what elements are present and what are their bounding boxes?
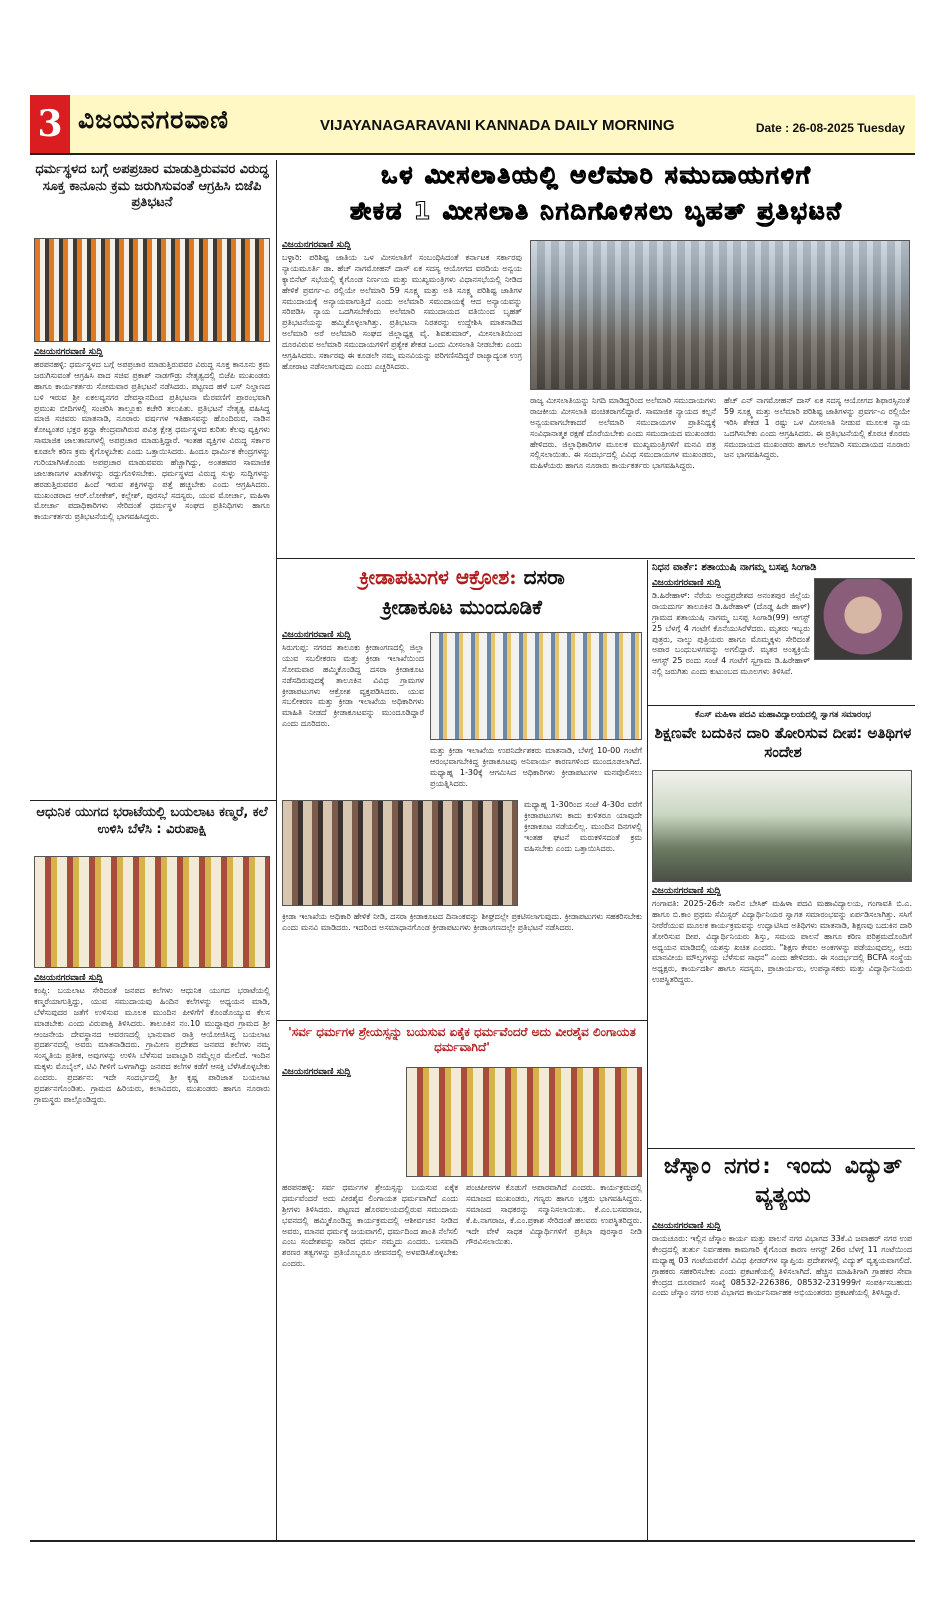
sports-body-b: ಮತ್ತು ಕ್ರೀಡಾ ಇಲಾಖೆಯ ಉಪನಿರ್ದೇಶಕರು ಮಾತನಾಡಿ, ಬೆಳಗ್ಗೆ 10-00 ಗಂಟೆಗೆ ಆರಂಭವಾಗಬೇಕಿದ್ದ ಕ್ರೀಡಾಕೂಟವು ಅನಿವಾರ್ಯ ಕಾರಣಗಳಿಂದ ಮುಂದೂಡಲಾಗಿದೆ. ಮಧ್ಯಾಹ್ನ 1-30ಕ್ಕೆ ಆಗಮಿಸಿದ ಅಧಿಕಾರಿಗಳು ಕ್ರೀಡಾಪಟುಗಳ ಮನವೊಲಿಸಲು ಪ್ರಯತ್ನಿಸಿದರು. — [430, 746, 642, 788]
article-headline: ಶಿಕ್ಷಣವೇ ಬದುಕಿನ ದಾರಿ ತೋರಿಸುವ ದೀಪ: ಅತಿಥಿಗಳ ಸಂದೇಶ — [654, 724, 912, 762]
sports-headline-black: ದಸರಾ — [523, 565, 565, 589]
newspaper-title-kannada: ವಿಜಯನಗರವಾಣಿ — [78, 105, 229, 134]
article-kicker: ಕೆಎಸ್ ಮಹಿಳಾ ಪದವಿ ಮಹಾವಿದ್ಯಾಲಯದಲ್ಲಿ ಸ್ವಾಗತ ಸಮಾರಂಭ — [694, 710, 872, 720]
article-body: ಗಂಗಾವತಿ: 2025-26ನೇ ಸಾಲಿನ ಬೇಸಿಕ್ ಮಹಿಳಾ ಪದವಿ ಮಹಾವಿದ್ಯಾಲಯ, ಗಂಗಾವತಿ ಬಿ.ಎ. ಹಾಗೂ ಬಿ.ಕಾಂ ಪ್ರಥಮ ಸೆಮಿಸ್ಟರ್ ವಿದ್ಯಾರ್ಥಿನಿಯರ ಸ್ವಾಗತ ಸಮಾರಂಭವನ್ನು ಏರ್ಪಡಿಸಲಾಗಿತ್ತು. ಸಸಿಗೆ ನೀರೆರೆಯುವ ಮೂಲಕ ಕಾರ್ಯಕ್ರಮವನ್ನು ಉದ್ಘಾಟಿಸಿದ ಅತಿಥಿಗಳು ಮಾತನಾಡಿ, ಶಿಕ್ಷಣವು ಬದುಕಿನ ದಾರಿ ತೋರಿಸುವ ದೀಪ. ವಿದ್ಯಾರ್ಥಿನಿಯರು ಶಿಸ್ತು, ಸಮಯ ಪಾಲನೆ ಹಾಗೂ ಕಠಿಣ ಪರಿಶ್ರಮದೊಂದಿಗೆ ಅಧ್ಯಯನ ಮಾಡಿದಲ್ಲಿ ಯಶಸ್ಸು ಖಚಿತ ಎಂದರು. "ಶಿಕ್ಷಣ ಕೇವಲ ಅಂಕಗಳನ್ನು ಪಡೆಯುವುದಲ್ಲ, ಅದು ಮಾನವೀಯ ಮೌಲ್ಯಗಳನ್ನು ಬೆಳೆಸುವ ಸಾಧನ" ಎಂದು ಹೇಳಿದರು. ಈ ಸಂದರ್ಭದಲ್ಲಿ BCFA ಸಂಸ್ಥೆಯ ಅಧ್ಯಕ್ಷರು, ಕಾರ್ಯದರ್ಶಿ ಹಾಗೂ ಸದಸ್ಯರು, ಪ್ರಾಚಾರ್ಯರು, ಉಪನ್ಯಾಸಕರು ಮತ್ತು ವಿದ್ಯಾರ್ಥಿನಿಯರು ಉಪಸ್ಥಿತರಿದ್ದರು. — [652, 899, 912, 985]
article-headline: ಜೆಸ್ಕಾಂ ನಗರ: ಇಂದು ವಿದ್ಯುತ್ ವ್ಯತ್ಯಯ — [663, 1154, 903, 1208]
bayalata-photo — [34, 856, 270, 968]
sports-body-c: ಕ್ರೀಡಾ ಇಲಾಖೆಯ ಅಧಿಕಾರಿ ಹೇಳಿಕೆ ನೀಡಿ, ದಸರಾ ಕ್ರೀಡಾಕೂಟದ ದಿನಾಂಕವನ್ನು ಶೀಘ್ರದಲ್ಲೇ ಪ್ರಕಟಿಸಲಾಗುವುದು. ಕ್ರೀಡಾಪಟುಗಳು ಸಹಕರಿಸಬೇಕು ಎಂದು ಮನವಿ ಮಾಡಿದರು. ಇದರಿಂದ ಅಸಮಾಧಾನಗೊಂಡ ಕ್ರೀಡಾಪಟುಗಳು ಕ್ರೀಡಾಂಗಣದಲ್ಲೇ ಪ್ರತಿಭಟನೆ ನಡೆಸಿದರು. — [282, 912, 642, 932]
article-body: ರಾಯಚೂರು: ಇಲ್ಲಿನ ಜೆಸ್ಕಾಂ ಕಾರ್ಯ ಮತ್ತು ಪಾಲನೆ ನಗರ ವಿಭಾಗದ 33ಕೆ.ವಿ ಜವಾಹರ್ ನಗರ ಉಪ ಕೇಂದ್ರದಲ್ಲಿ ತುರ್ತು ನಿರ್ವಹಣಾ ಕಾಮಗಾರಿ ಕೈಗೊಂಡ ಕಾರಣ ಆಗಸ್ಟ್ 26ರ ಬೆಳಗ್ಗೆ 11 ಗಂಟೆಯಿಂದ ಮಧ್ಯಾಹ್ನ 03 ಗಂಟೆಯವರೆಗೆ ವಿವಿಧ ಫೀಡರ್‌ಗಳ ವ್ಯಾಪ್ತಿಯ ಪ್ರದೇಶಗಳಲ್ಲಿ ವಿದ್ಯುತ್ ವ್ಯತ್ಯಯವಾಗಲಿದೆ. ಗ್ರಾಹಕರು ಸಹಕರಿಸಬೇಕು ಎಂದು ಪ್ರಕಟಣೆಯಲ್ಲಿ ತಿಳಿಸಲಾಗಿದೆ. ಹೆಚ್ಚಿನ ಮಾಹಿತಿಗಾಗಿ ಗ್ರಾಹಕರ ಸೇವಾ ಕೇಂದ್ರದ ದೂರವಾಣಿ ಸಂಖ್ಯೆ 08532-226386, 08532-231999ಗೆ ಸಂಪರ್ಕಿಸಬಹುದು ಎಂದು ಜೆಸ್ಕಾಂ ನಗರ ಉಪ ವಿಭಾಗದ ಕಾರ್ಯನಿರ್ವಾಹಕ ಅಭಿಯಂತರರು ಪ್ರಕಟಣೆಯಲ್ಲಿ ತಿಳಿಸಿದ್ದಾರೆ. — [652, 1234, 912, 1298]
section-divider — [30, 800, 276, 801]
section-divider — [648, 1148, 915, 1149]
sports-photo-top — [430, 632, 642, 740]
column-divider — [276, 160, 277, 1540]
article-dasara-sports — [278, 562, 646, 1018]
religion-body-a: ಹರಪನಹಳ್ಳಿ: ಸರ್ವ ಧರ್ಮಗಳ ಶ್ರೇಯಸ್ಸನ್ನು ಬಯಸುವ ಏಕೈಕ ಧರ್ಮವೆಂದರೆ ಅದು ವೀರಶೈವ ಲಿಂಗಾಯತ ಧರ್ಮವಾಗಿದೆ ಎಂದು ಶ್ರೀಗಳು ತಿಳಿಸಿದರು. ಪಟ್ಟಣದ ಹೊರವಲಯದಲ್ಲಿರುವ ಸಮುದಾಯ ಭವನದಲ್ಲಿ ಹಮ್ಮಿಕೊಂಡಿದ್ದ ಕಾರ್ಯಕ್ರಮದಲ್ಲಿ ಆಶೀರ್ವಚನ ನೀಡಿದ ಅವರು, ಮಾನವ ಧರ್ಮಕ್ಕೆ ಜಯವಾಗಲಿ, ಧರ್ಮದಿಂದ ಶಾಂತಿ ನೆಲೆಸಲಿ ಎಂಬ ಸಂದೇಶವನ್ನು ಸಾರಿದ ಧರ್ಮ ನಮ್ಮದು ಎಂದರು. ಬಸವಾದಿ ಶರಣರ ತತ್ವಗಳನ್ನು ಪ್ರತಿಯೊಬ್ಬರೂ ಜೀವನದಲ್ಲಿ ಅಳವಡಿಸಿಕೊಳ್ಳಬೇಕು ಎಂದರು. — [282, 1183, 458, 1269]
section-divider — [648, 705, 915, 706]
lead-protest-photo — [530, 240, 910, 390]
article-byline: ವಿಜಯನಗರವಾಣಿ ಸುದ್ದಿ — [282, 1067, 351, 1077]
article-body: ಕಂಪ್ಲಿ: ಬಯಲಾಟ ಸೇರಿದಂತೆ ಜನಪದ ಕಲೆಗಳು ಆಧುನಿಕ ಯುಗದ ಭರಾಟೆಯಲ್ಲಿ ಕಣ್ಮರೆಯಾಗುತ್ತಿದ್ದು, ಯುವ ಸಮುದಾಯವು ಹಿಂದಿನ ಕಲೆಗಳನ್ನು ಅಧ್ಯಯನ ಮಾಡಿ, ಬೆಳೆಸುವುದರ ಜತೆಗೆ ಉಳಿಸುವ ಮೂಲಕ ಮುಂದಿನ ಪೀಳಿಗೆಗೆ ಕೊಂಡೊಯ್ಯುವ ಕೆಲಸ ಮಾಡಬೇಕು ಎಂದು ವಿರುಪಾಕ್ಷಿ ತಿಳಿಸಿದರು. ತಾಲೂಕಿನ ನಂ.10 ಮುದ್ದಾಪುರ ಗ್ರಾಮದ ಶ್ರೀ ಆಂಜನೇಯ ದೇವಸ್ಥಾನದ ಆವರಣದಲ್ಲಿ ಭಾನುವಾರ ರಾತ್ರಿ ಆಯೋಜಿಸಿದ್ದ ಬಯಲಾಟ ಪ್ರದರ್ಶನದಲ್ಲಿ ಅವರು ಮಾತನಾಡಿದರು. ಗ್ರಾಮೀಣ ಪ್ರದೇಶದ ಜನಪದ ಕಲೆಗಳು ನಮ್ಮ ಸಂಸ್ಕೃತಿಯ ಪ್ರತೀಕ, ಅವುಗಳನ್ನು ಉಳಿಸಿ ಬೆಳೆಸುವ ಜವಾಬ್ದಾರಿ ನಮ್ಮೆಲ್ಲರ ಮೇಲಿದೆ. ಇಂದಿನ ಮಕ್ಕಳು ಮೊಬೈಲ್, ಟಿವಿ ಗೀಳಿಗೆ ಒಳಗಾಗಿದ್ದು ಜನಪದ ಕಲೆಗಳ ಕಡೆಗೆ ಆಸಕ್ತಿ ಬೆಳೆಸಿಕೊಳ್ಳಬೇಕು ಎಂದರು. ಪ್ರದರ್ಶನ: ಇದೇ ಸಂದರ್ಭದಲ್ಲಿ ಶ್ರೀ ಕೃಷ್ಣ ಪಾರಿಜಾತ ಬಯಲಾಟ ಪ್ರದರ್ಶನಗೊಂಡಿತು. ಗ್ರಾಮದ ಹಿರಿಯರು, ಕಲಾವಿದರು, ಮುಖಂಡರು ಹಾಗೂ ನೂರಾರು ಗ್ರಾಮಸ್ಥರು ಪಾಲ್ಗೊಂಡಿದ್ದರು. — [34, 986, 270, 1104]
sports-photo-bottom — [282, 800, 518, 906]
obituary-portrait — [814, 578, 912, 660]
page-number: 3 — [30, 95, 70, 153]
article-headline: ನಿಧನ ವಾರ್ತೆ: ಶತಾಯುಷಿ ನಾಗಮ್ಮ ಬಸಪ್ಪ ಸಿಂಗಾಡಿ — [652, 562, 817, 573]
sports-headline-line2: ಕ್ರೀಡಾಕೂಟ ಮುಂದೂಡಿಕೆ — [382, 595, 542, 619]
page-bottom-rule — [30, 1540, 915, 1542]
protest-photo — [34, 238, 270, 342]
lead-body-col2: ರಾಜ್ಯ ಮೀಸಲಾತಿಯನ್ನು ನಿಗದಿ ಮಾಡಿದ್ದರಿಂದ ಅಲೆಮಾರಿ ಸಮುದಾಯಗಳು ರಾಜಕೀಯ ಮೀಸಲಾತಿ ವಂಚಿತರಾಗಲಿದ್ದಾರೆ. ಸಾಮಾಜಿಕ ನ್ಯಾಯದ ಕಲ್ಪನೆ ಅನ್ವಯವಾಗಬೇಕಾದರೆ ಅಲೆಮಾರಿ ಸಮುದಾಯಗಳ ಪ್ರಾತಿನಿಧ್ಯಕ್ಕೆ ಸಂವಿಧಾನಾತ್ಮಕ ರಕ್ಷಣೆ ದೊರೆಯಬೇಕು ಎಂದು ಸಮುದಾಯದ ಮುಖಂಡರು ಹೇಳಿದರು. ಜಿಲ್ಲಾಧಿಕಾರಿಗಳ ಮೂಲಕ ಮುಖ್ಯಮಂತ್ರಿಗಳಿಗೆ ಮನವಿ ಪತ್ರ ಸಲ್ಲಿಸಲಾಯಿತು. ಈ ಸಂದರ್ಭದಲ್ಲಿ ವಿವಿಧ ಸಮುದಾಯಗಳ ಮುಖಂಡರು, ಮಹಿಳೆಯರು ಹಾಗೂ ನೂರಾರು ಕಾರ್ಯಕರ್ತರು ಭಾಗವಹಿಸಿದ್ದರು. — [530, 396, 716, 471]
article-headline: ಧರ್ಮಸ್ಥಳದ ಬಗ್ಗೆ ಅಪಪ್ರಚಾರ ಮಾಡುತ್ತಿರುವವರ ವಿರುದ್ಧ ಸೂಕ್ತ ಕಾನೂನು ಕ್ರಮ ಜರುಗಿಸುವಂತೆ ಆಗ್ರಹಿಸಿ ಬಿಜೆಪಿ ಪ್ರತಿಭಟನೆ — [35, 162, 269, 211]
article-headline: 'ಸರ್ವ ಧರ್ಮಗಳ ಶ್ರೇಯಸ್ಸನ್ನು ಬಯಸುವ ಏಕೈಕ ಧರ್ಮವೆಂದರೆ ಅದು ವೀರಶೈವ ಲಿಂಗಾಯತ ಧರ್ಮವಾಗಿದೆ' — [288, 1025, 636, 1055]
issue-date: Date : 26-08-2025 Tuesday — [755, 121, 905, 135]
masthead — [30, 95, 915, 155]
lead-body-col1: ಬಳ್ಳಾರಿ: ಪರಿಶಿಷ್ಟ ಜಾತಿಯ ಒಳ ಮೀಸಲಾತಿಗೆ ಸಂಬಂಧಿಸಿದಂತೆ ಕರ್ನಾಟಕ ಸರ್ಕಾರವು ನ್ಯಾಯಮೂರ್ತಿ ಡಾ. ಹೆಚ್ ನಾಗಮೋಹನ್ ದಾಸ್ ಏಕ ಸದಸ್ಯ ಆಯೋಗದ ವರದಿಯ ಅನ್ವಯ ಕ್ಯಾಬಿನೆಟ್ ಸಭೆಯಲ್ಲಿ ಕೈಗೊಂಡ ನಿರ್ಣಯ ಮತ್ತು ಮುಖ್ಯಮಂತ್ರಿಗಳು ವಿಧಾನಸಭೆಯಲ್ಲಿ ನೀಡಿದ ಹೇಳಿಕೆ ಪ್ರವರ್ಗ-ಎ ರಲ್ಲಿಯೇ ಅಲೆಮಾರಿ 59 ಸೂಕ್ಷ್ಮ ಮತ್ತು ಅತಿ ಸೂಕ್ಷ್ಮ ಪರಿಶಿಷ್ಟ ಜಾತಿಗಳ ಸಮುದಾಯಕ್ಕೆ ಅನ್ಯಾಯವಾಗುತ್ತಿದೆ ಎಂದು ಅಲೆಮಾರಿ ಸಮುದಾಯಕ್ಕೆ ಆದ ಅನ್ಯಾಯವನ್ನು ಸರಿಪಡಿಸಿ ನ್ಯಾಯ ಒದಗಿಸಬೇಕೆಂದು ಅಲೆಮಾರಿ ಸಮುದಾಯದ ವತಿಯಿಂದ ಬೃಹತ್ ಪ್ರತಿಭಟನೆಯನ್ನು ಹಮ್ಮಿಕೊಳ್ಳಲಾಗಿತ್ತು. ಪ್ರತಿಭಟನಾ ನಿರತರನ್ನು ಉದ್ದೇಶಿಸಿ ಮಾತನಾಡಿದ ಅಲೆಮಾರಿ ಅರೆ ಅಲೆಮಾರಿ ಸಂಘದ ಜಿಲ್ಲಾಧ್ಯಕ್ಷ ವೈ. ಶಿವಕುಮಾರ್, ಮೀಸಲಾತಿಯಿಂದ ದೂರವಿರುವ ಅಲೆಮಾರಿ ಸಮುದಾಯಗಳಿಗೆ ಪ್ರತ್ಯೇಕ ಶೇಕಡ ಒಂದು ಮೀಸಲಾತಿ ನೀಡಬೇಕು ಎಂದು ಆಗ್ರಹಿಸಿದರು. ಸರ್ಕಾರವು ಈ ಕೂಡಲೇ ನಮ್ಮ ಮನವಿಯನ್ನು ಪರಿಗಣಿಸದಿದ್ದರೆ ರಾಜ್ಯಾದ್ಯಂತ ಉಗ್ರ ಹೋರಾಟ ನಡೆಸಲಾಗುವುದು ಎಂದು ಎಚ್ಚರಿಸಿದರು. — [282, 253, 522, 371]
lead-headline-line2: ಶೇಕಡ 1 ಮೀಸಲಾತಿ ನಿಗದಿಗೊಳಿಸಲು ಬೃಹತ್ ಪ್ರತಿಭಟನೆ — [350, 197, 843, 225]
column-divider — [647, 560, 648, 1540]
article-byline: ವಿಜಯನಗರವಾಣಿ ಸುದ್ದಿ — [34, 973, 103, 983]
religion-felicitation-photo — [406, 1067, 642, 1177]
article-byline: ವಿಜಯನಗರವಾಣಿ ಸುದ್ದಿ — [652, 578, 721, 588]
article-college-welcome — [650, 708, 915, 1146]
article-power-outage — [650, 1151, 915, 1538]
lead-body-col3: ಹೆಚ್ ಎನ್ ನಾಗಮೋಹನ್ ದಾಸ್ ಏಕ ಸದಸ್ಯ ಆಯೋಗದ ಶಿಫಾರಸ್ಸಿನಂತೆ 59 ಸೂಕ್ಷ್ಮ ಮತ್ತು ಅಲೆಮಾರಿ ಪರಿಶಿಷ್ಟ ಜಾತಿಗಳನ್ನು ಪ್ರವರ್ಗ-ಎ ರಲ್ಲಿಯೇ ಇರಿಸಿ ಶೇಕಡ 1 ರಷ್ಟು ಒಳ ಮೀಸಲಾತಿ ನೀಡುವ ಮೂಲಕ ನ್ಯಾಯ ಒದಗಿಸಬೇಕು ಎಂದು ಆಗ್ರಹಿಸಿದರು. ಈ ಪ್ರತಿಭಟನೆಯಲ್ಲಿ ಕೊರಚ ಕೊರಮ ಸಮುದಾಯದ ಮುಖಂಡರು ಹಾಗೂ ಅಲೆಮಾರಿ ಸಮುದಾಯದ ನೂರಾರು ಜನ ಭಾಗವಹಿಸಿದ್ದರು. — [724, 396, 910, 460]
article-byline: ವಿಜಯನಗರವಾಣಿ ಸುದ್ದಿ — [652, 1221, 721, 1231]
sports-headline-line1 — [278, 564, 646, 590]
article-bayalata — [30, 803, 274, 1538]
article-body: ಡಿ.ಹಿರೇಹಾಳ್: ನೆರೆಯ ಅಂಧ್ರಪ್ರದೇಶದ ಅನಂತಪುರ ಜಿಲ್ಲೆಯ ರಾಯದುರ್ಗ ತಾಲೂಕಿನ ಡಿ.ಹಿರೇಹಾಳ್ (ದೊಡ್ಡ ಹಿರೇ ಹಾಳ್) ಗ್ರಾಮದ ಶತಾಯುಷಿ ನಾಗಮ್ಮ ಬಸಪ್ಪ ಸಿಂಗಾಡಿ(99) ಆಗಸ್ಟ್ 25 ಬೆಳಗ್ಗೆ 4 ಗಂಟೆಗೆ ಕೊನೆಯುಸಿರೆಳೆದರು. ಮೃತರು ಇಬ್ಬರು ಪುತ್ರರು, ನಾಲ್ಕು ಪುತ್ರಿಯರು ಹಾಗೂ ಮೊಮ್ಮಕ್ಕಳು ಸೇರಿದಂತೆ ಅಪಾರ ಬಂಧುಬಳಗವನ್ನು ಅಗಲಿದ್ದಾರೆ. ಮೃತರ ಅಂತ್ಯಕ್ರಿಯೆ ಆಗಸ್ಟ್ 25 ರಂದು ಸಂಜೆ 4 ಗಂಟೆಗೆ ಸ್ವಗ್ರಾಮ ಡಿ.ಹಿರೇಹಾಳ್ ನಲ್ಲಿ ಜರುಗಿತು ಎಂದು ಕುಟುಂಬದ ಮೂಲಗಳು ತಿಳಿಸಿವೆ. — [652, 591, 810, 677]
newspaper-title-english: VIJAYANAGARAVANI KANNADA DAILY MORNING — [320, 117, 675, 134]
article-body: ಹರಪನಹಳ್ಳಿ: ಧರ್ಮಸ್ಥಳದ ಬಗ್ಗೆ ಅಪಪ್ರಚಾರ ಮಾಡುತ್ತಿರುವವರ ವಿರುದ್ಧ ಸೂಕ್ತ ಕಾನೂನು ಕ್ರಮ ಜರುಗಿಸುವಂತೆ ಆಗ್ರಹಿಸಿ ಪಾದ ಸಚಿವ ಪ್ರಕಾಶ್ ನಾಡಗೌಡ್ರು ನೇತೃತ್ವದಲ್ಲಿ ಬಿಜೆಪಿ ಮುಖಂಡರು ಹಾಗೂ ಕಾರ್ಯಕರ್ತರು ಸೋಮವಾರ ಪ್ರತಿಭಟನೆ ನಡೆಸಿದರು. ಪಟ್ಟಣದ ಹಳೆ ಬಸ್ ನಿಲ್ದಾಣದ ಬಳಿ ಇರುವ ಶ್ರೀ ಏಕಲವ್ಯನಗರ ದೇವಸ್ಥಾನದಿಂದ ಪ್ರತಿಭಟನಾ ಮೆರವಣಿಗೆ ಪ್ರಾರಂಭವಾಗಿ ಪ್ರಮುಖ ಬೀದಿಗಳಲ್ಲಿ ಸಂಚರಿಸಿ ತಾಲ್ಲೂಕು ಕಚೇರಿ ತಲುಪಿತು. ಪ್ರತಿಭಟನೆ ನೇತೃತ್ವ ವಹಿಸಿದ್ದ ಮಾಜಿ ಸಚಿವರು ಮಾತನಾಡಿ, ನೂರಾರು ವರ್ಷಗಳ ಇತಿಹಾಸವನ್ನು ಹೊಂದಿರುವ, ನಾಡಿನ ಕೋಟ್ಯಂತರ ಭಕ್ತರ ಶ್ರದ್ಧಾ ಕೇಂದ್ರವಾಗಿರುವ ಪವಿತ್ರ ಕ್ಷೇತ್ರ ಧರ್ಮಸ್ಥಳದ ಕುರಿತು ಕೆಲವು ವ್ಯಕ್ತಿಗಳು ಸಾಮಾಜಿಕ ಜಾಲತಾಣಗಳಲ್ಲಿ ಅಪಪ್ರಚಾರ ಮಾಡುತ್ತಿದ್ದಾರೆ. ಇಂತಹ ವ್ಯಕ್ತಿಗಳ ವಿರುದ್ಧ ಸರ್ಕಾರ ಕೂಡಲೇ ಕಠಿಣ ಕ್ರಮ ಕೈಗೊಳ್ಳಬೇಕು ಎಂದು ಒತ್ತಾಯಿಸಿದರು. ಹಿಂದೂ ಧಾರ್ಮಿಕ ಕೇಂದ್ರಗಳನ್ನು ಗುರಿಯಾಗಿಸಿಕೊಂಡು ಅಪಪ್ರಚಾರ ಮಾಡುವವರು ಹೆಚ್ಚಾಗಿದ್ದು, ಅಂತಹವರ ಸಾಮಾಜಿಕ ಜಾಲತಾಣಗಳ ಖಾತೆಗಳನ್ನು ರದ್ದುಗೊಳಿಸಬೇಕು. ಧರ್ಮಸ್ಥಳದ ವಿರುದ್ಧ ಸುಳ್ಳು ಸುದ್ದಿಗಳನ್ನು ಹರಡುತ್ತಿರುವವರ ಹಿಂದೆ ಇರುವ ಶಕ್ತಿಗಳನ್ನು ಪತ್ತೆ ಹಚ್ಚಬೇಕು ಎಂದು ಆಗ್ರಹಿಸಿದರು. ಮುಖಂಡರಾದ ಆರ್.ಲೋಕೇಶ್, ಕಲ್ಲೇಶ್, ಪುರಸಭೆ ಸದಸ್ಯರು, ಯುವ ಮೋರ್ಚಾ, ಮಹಿಳಾ ಮೋರ್ಚಾ ಪದಾಧಿಕಾರಿಗಳು ಸೇರಿದಂತೆ ಧರ್ಮಸ್ಥಳ ಸಂಘದ ಪ್ರತಿನಿಧಿಗಳು ಹಾಗೂ ಕಾರ್ಯಕರ್ತರು ಪ್ರತಿಭಟನೆಯಲ್ಲಿ ಭಾಗವಹಿಸಿದ್ದರು. — [34, 360, 270, 522]
lead-headline-line1: ಒಳ ಮೀಸಲಾತಿಯಲ್ಲಿ ಅಲೆಮಾರಿ ಸಮುದಾಯಗಳಿಗೆ — [381, 161, 812, 189]
article-bjp-protest — [30, 160, 274, 800]
article-byline: ವಿಜಯನಗರವಾಣಿ ಸುದ್ದಿ — [282, 630, 351, 640]
religion-body-b: ಪಂಚಪೀಠಗಳ ಕೊಡುಗೆ ಅಪಾರವಾಗಿದೆ ಎಂದರು. ಕಾರ್ಯಕ್ರಮದಲ್ಲಿ ಸಮಾಜದ ಮುಖಂಡರು, ಗಣ್ಯರು ಹಾಗೂ ಭಕ್ತರು ಭಾಗವಹಿಸಿದ್ದರು. ಸಮಾಜದ ಸಾಧಕರನ್ನು ಸನ್ಮಾನಿಸಲಾಯಿತು. ಕೆ.ಎಂ.ಬಸವರಾಜ, ಕೆ.ಪಿ.ನಾಗರಾಜ, ಕೆ.ಎಂ.ಪ್ರಕಾಶ ಸೇರಿದಂತೆ ಹಲವರು ಉಪಸ್ಥಿತರಿದ್ದರು. ಇದೇ ವೇಳೆ ಸಾಧಕ ವಿದ್ಯಾರ್ಥಿಗಳಿಗೆ ಪ್ರತಿಭಾ ಪುರಸ್ಕಾರ ನೀಡಿ ಗೌರವಿಸಲಾಯಿತು. — [466, 1183, 642, 1247]
sports-body-a: ಸಿರುಗುಪ್ಪ: ನಗರದ ತಾಲೂಕು ಕ್ರೀಡಾಂಗಣದಲ್ಲಿ ಜಿಲ್ಲಾ ಯುವ ಸಬಲೀಕರಣ ಮತ್ತು ಕ್ರೀಡಾ ಇಲಾಖೆಯಿಂದ ಸೋಮವಾರ ಹಮ್ಮಿಕೊಂಡಿದ್ದ ದಸರಾ ಕ್ರೀಡಾಕೂಟ ನಡೆಸದಿರುವುದಕ್ಕೆ ತಾಲೂಕಿನ ವಿವಿಧ ಗ್ರಾಮಗಳ ಕ್ರೀಡಾಪಟುಗಳು ಆಕ್ರೋಶ ವ್ಯಕ್ತಪಡಿಸಿದರು. ಯುವ ಸಬಲೀಕರಣ ಮತ್ತು ಕ್ರೀಡಾ ಇಲಾಖೆಯ ಅಧಿಕಾರಿಗಳು ಮಾಹಿತಿ ನೀಡದೆ ಕ್ರೀಡಾಕೂಟವನ್ನು ಮುಂದೂಡಿದ್ದಾರೆ ಎಂದು ದೂರಿದರು. — [282, 643, 424, 729]
article-veerashaiva — [278, 1023, 646, 1538]
article-lead-alemari — [278, 160, 915, 558]
section-divider — [277, 1020, 647, 1021]
sports-headline-red: ಕ್ರೀಡಾಪಟುಗಳ ಆಕ್ರೋಶ: — [359, 565, 517, 589]
article-headline: ಆಧುನಿಕ ಯುಗದ ಭರಾಟೆಯಲ್ಲಿ ಬಯಲಾಟ ಕಣ್ಮರೆ, ಕಲೆ ಉಳಿಸಿ ಬೆಳೆಸಿ : ವಿರುಪಾಕ್ಷಿ — [36, 805, 268, 837]
section-divider — [277, 558, 915, 559]
article-byline: ವಿಜಯನಗರವಾಣಿ ಸುದ್ದಿ — [34, 347, 103, 357]
article-obituary — [650, 562, 915, 704]
sports-body-d: ಮಧ್ಯಾಹ್ನ 1-30ರಿಂದ ಸಂಜೆ 4-30ರ ವರೆಗೆ ಕ್ರೀಡಾಪಟುಗಳು ಕಾದು ಕುಳಿತರೂ ಯಾವುದೇ ಕ್ರೀಡಾಕೂಟ ನಡೆಯಲಿಲ್ಲ. ಮುಂದಿನ ದಿನಗಳಲ್ಲಿ ಇಂತಹ ಘಟನೆ ಮರುಕಳಿಸದಂತೆ ಕ್ರಮ ವಹಿಸಬೇಕು ಎಂದು ಒತ್ತಾಯಿಸಿದರು. — [524, 800, 642, 853]
article-byline: ವಿಜಯನಗರವಾಣಿ ಸುದ್ದಿ — [652, 886, 721, 896]
article-byline: ವಿಜಯನಗರವಾಣಿ ಸುದ್ದಿ — [282, 240, 351, 250]
college-event-photo — [652, 770, 912, 882]
religion-body-intro — [282, 1080, 402, 1180]
